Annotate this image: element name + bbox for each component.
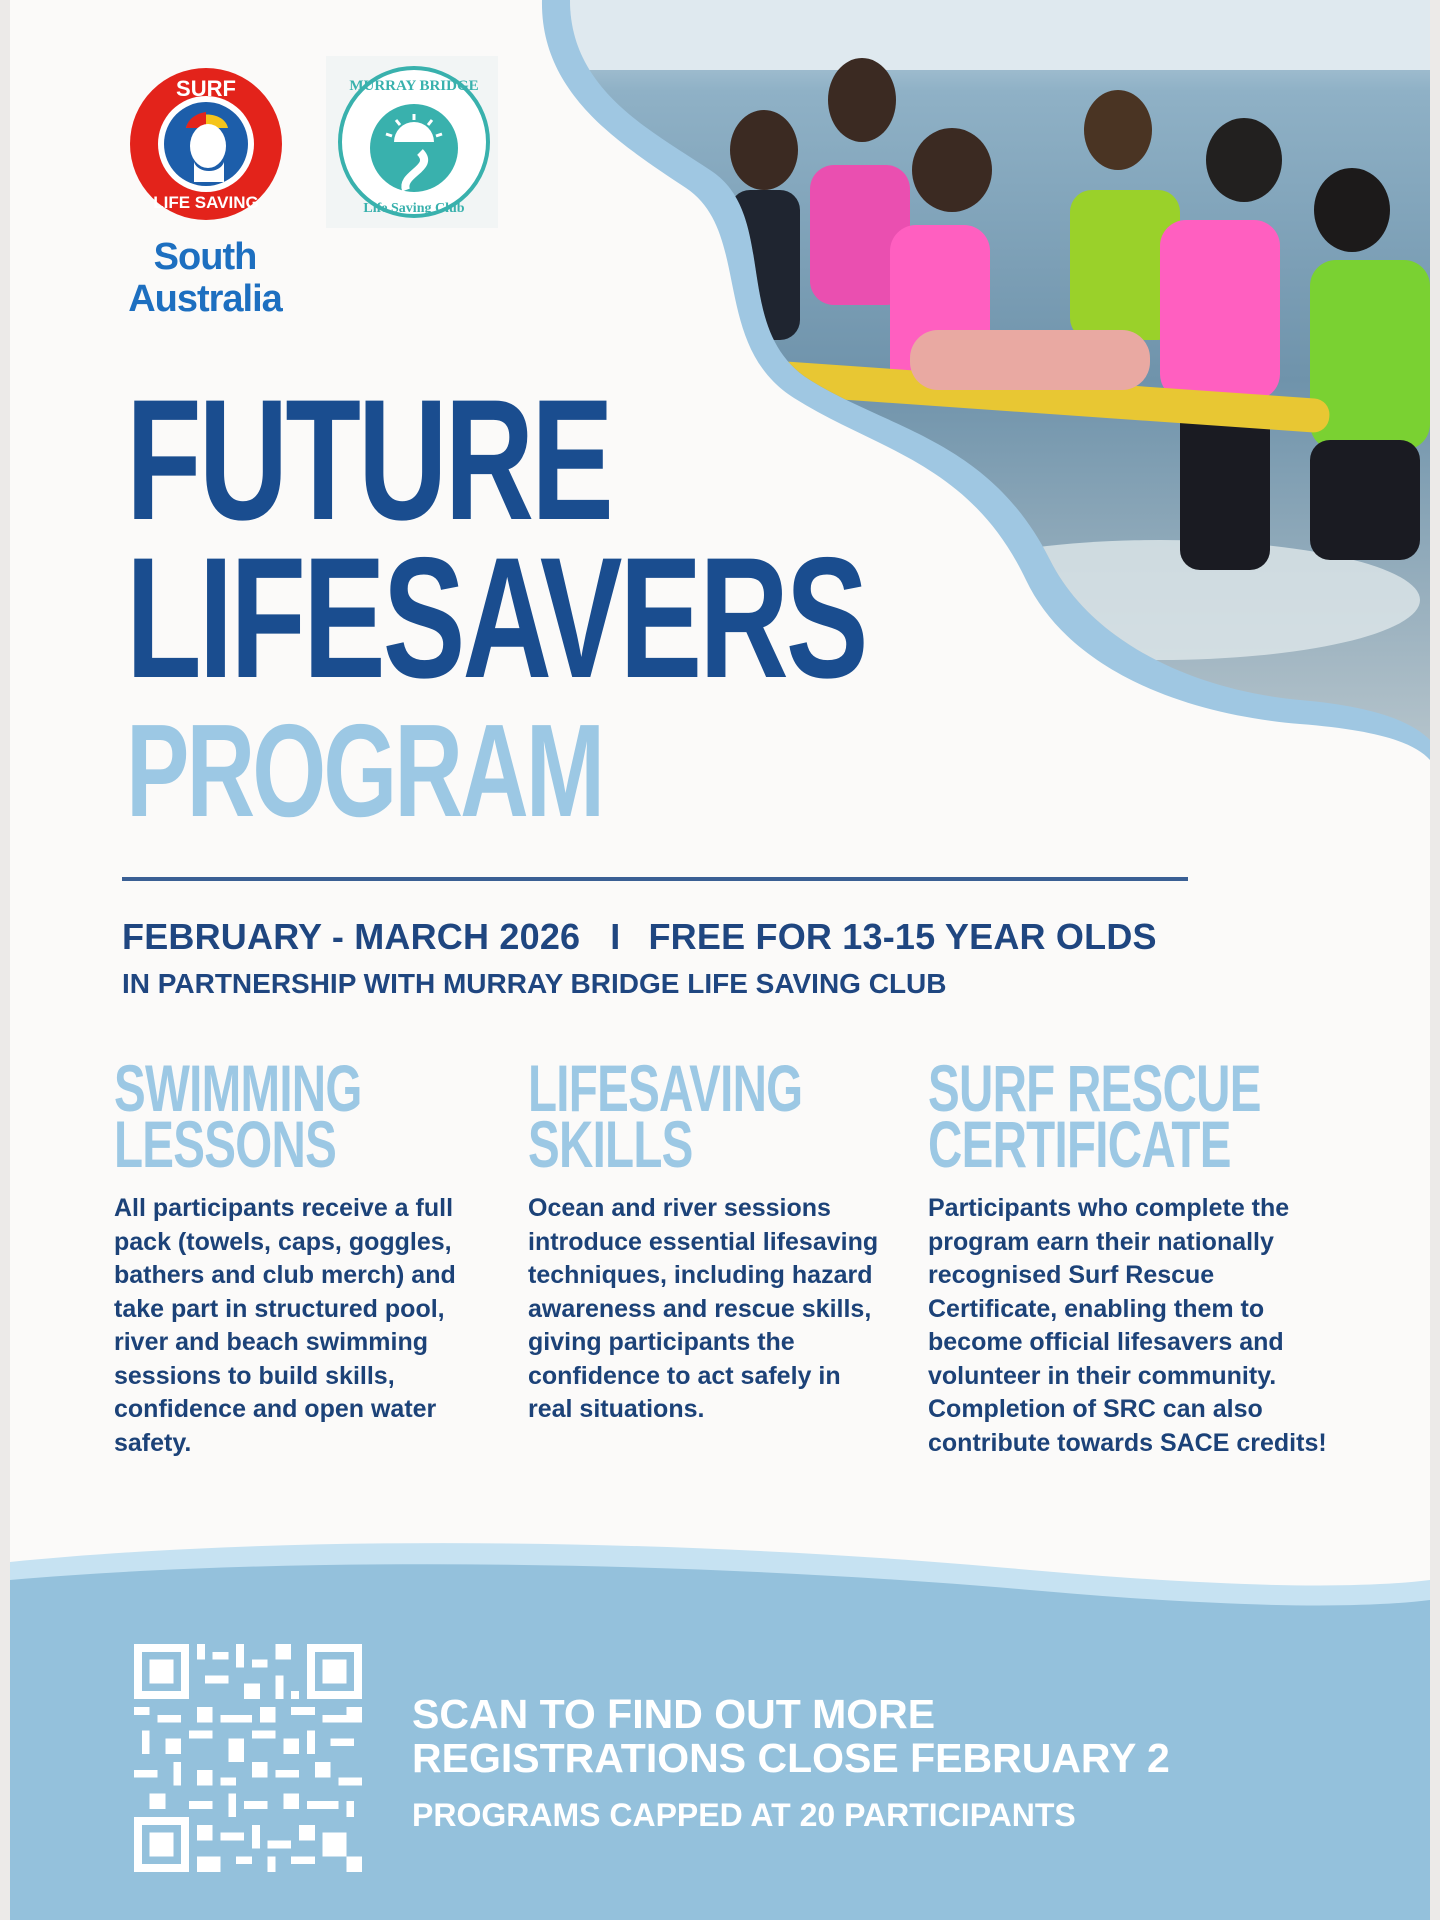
poster [10, 0, 1430, 1920]
feature-description: All participants receive a full pack (towels, caps, goggles, bathers and club merch) and take part in structured pool, river and beach swimming sessions to build skills, confidence and open water safety. [114, 1194, 456, 1457]
headline-line3: PROGRAM [126, 697, 603, 844]
feature-heading-line1: LIFESAVING [528, 1051, 803, 1125]
feature-heading [528, 1051, 803, 1181]
headline-line1: FUTURE [126, 364, 611, 556]
headline-line2: LIFESAVERS [126, 522, 866, 714]
feature-heading-line1: SWIMMING [114, 1051, 362, 1125]
divider [122, 877, 1188, 881]
partnership-line: IN PARTNERSHIP WITH MURRAY BRIDGE LIFE SAVING CLUB [122, 968, 947, 999]
club-logo-top-text: MURRAY BRIDGE [349, 78, 479, 94]
murray-bridge-club-logo [336, 64, 492, 220]
sls-region-label [110, 236, 300, 320]
feature-column-swimming [114, 1051, 474, 1460]
feature-heading [114, 1051, 373, 1181]
sls-logo-top-text: SURF [176, 76, 236, 101]
feature-heading-line2: SKILLS [528, 1107, 693, 1181]
sls-logo-bottom-text: LIFE SAVING [153, 193, 259, 212]
club-logo-bottom-text: Life Saving Club [363, 201, 465, 216]
details-separator: I [610, 916, 621, 957]
feature-heading-line2: LESSONS [114, 1107, 337, 1181]
feature-column-lifesaving [528, 1051, 888, 1427]
sls-region-line1: South [153, 236, 257, 278]
feature-heading-line2: CERTIFICATE [928, 1107, 1231, 1181]
cta-scan: SCAN TO FIND OUT MORE [412, 1691, 936, 1737]
surf-life-saving-logo [128, 66, 284, 222]
feature-heading [928, 1051, 1261, 1181]
feature-description: Ocean and river sessions introduce essential lifesaving techniques, including hazard awareness and rescue skills, giving participants the confidence to act safely in real situations. [528, 1194, 879, 1423]
feature-heading-line1: SURF RESCUE [928, 1051, 1261, 1125]
cta-capacity: PROGRAMS CAPPED AT 20 PARTICIPANTS [412, 1797, 1076, 1833]
cta-registration-deadline: REGISTRATIONS CLOSE FEBRUARY 2 [412, 1735, 1170, 1781]
sls-region-line2: Australia [128, 278, 282, 320]
feature-column-certificate [928, 1051, 1348, 1460]
program-audience: FREE FOR 13-15 YEAR OLDS [648, 916, 1157, 957]
feature-description: Participants who complete the program earn their nationally recognised Surf Rescue Certificate, enabling them to become official lifesavers and volunteer in their community. Completion of SRC can also contribute towards SACE credits! [928, 1194, 1327, 1457]
qr-code[interactable] [134, 1644, 362, 1872]
program-details [122, 916, 1157, 958]
program-dates: FEBRUARY - MARCH 2026 [122, 916, 581, 957]
